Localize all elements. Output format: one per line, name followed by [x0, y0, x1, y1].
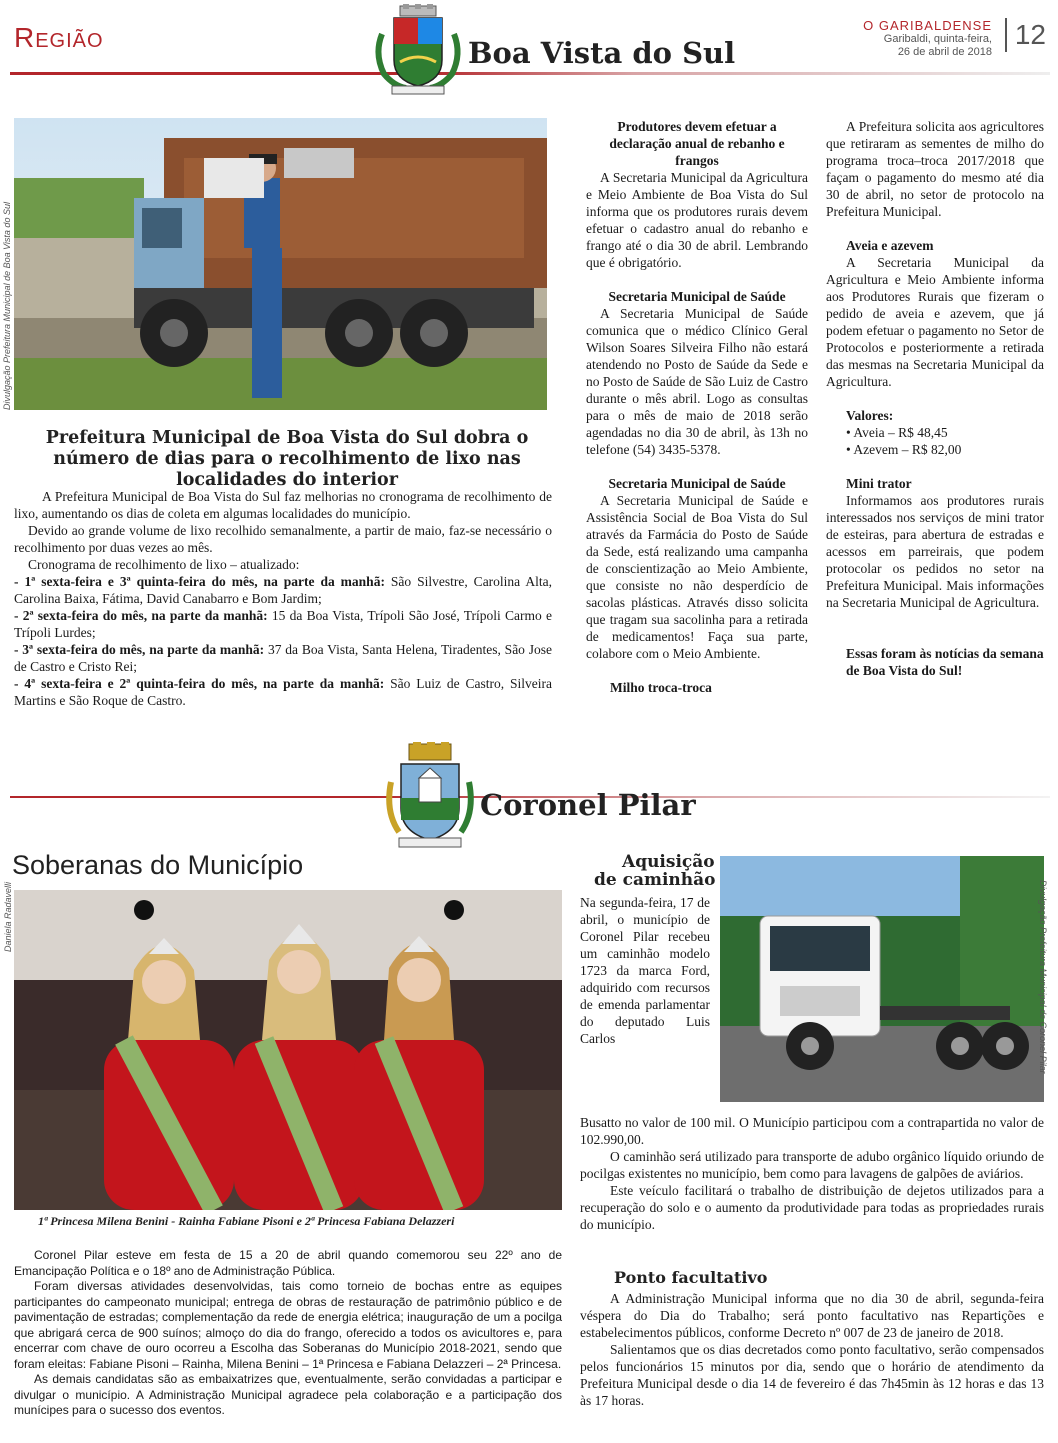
- paper-date-line2: 26 de abril de 2018: [897, 46, 992, 58]
- truck-photo-credit: Divulgação Prefeitura Municipal de Coronel Pilar: [1038, 880, 1048, 1074]
- truck-paragraph-2: O caminhão será utilizado para transporte de adubo orgânico líquido oriundo de pocilgas existentes no município, bem como para lavagens de galpões de aviários.: [580, 1149, 1044, 1181]
- paragraph-produtores: A Secretaria Municipal da Agricultura e Meio Ambiente de Boa Vista do Sul informa que os produtores rurais devem efetuar o cadastro anual do rebanho e frango até o dia 30 de abril. Lembrando que é obrigatório.: [586, 170, 808, 270]
- page-number: 12: [1005, 18, 1046, 52]
- ponto-text: [580, 1290, 1044, 1409]
- schedule-item: - 1ª sexta-feira e 3ª quinta-feira do mês, na parte da manhã: São Silvestre, Carolina Alta, Carolina Baixa, Fátima, David Canabarro e Bom Jardim;: [14, 574, 553, 606]
- ponto-paragraph-2: Salientamos que os dias decretados como ponto facultativo, serão compensados pelos funcionários 15 minutos por dia, sendo que o horário de atendimento da Prefeitura Municipal desde o dia 14 de fevereiro é das 7h45min às 12 horas e das 13 às 17 horas.: [580, 1342, 1044, 1408]
- truck-wide-text: [580, 1114, 1044, 1233]
- truck-heading-line2: de caminhão: [594, 870, 716, 890]
- subhead-valores: Valores:: [846, 408, 894, 423]
- lead-paragraph-3: Cronograma de recolhimento de lixo – atualizado:: [28, 557, 300, 572]
- header-rule: [10, 72, 1050, 75]
- schedule-item: - 3ª sexta-feira do mês, na parte da manhã: 37 da Boa Vista, Santa Helena, Tiradentes, São Jose de Castro e Cristo Rei;: [14, 642, 552, 674]
- subhead-mini-trator: Mini trator: [846, 476, 912, 491]
- lead-paragraph-2: Devido ao grande volume de lixo recolhido semanalmente, a partir de maio, faz-se necessário o recolhimento por duas vezes ao mês.: [14, 523, 552, 555]
- paragraph-mini-trator: Informamos aos produtores rurais interessados nos serviços de mini trator de esteiras, para abertura de estradas e acessos em parreirais, que podem protocolar os pedidos no setor na Prefeitura Municipal. Mais informações na Secretaria Municipal de Agricultura.: [826, 493, 1044, 610]
- value-aveia: • Aveia – R$ 48,45: [846, 425, 948, 440]
- schedule-item: - 2ª sexta-feira do mês, na parte da manhã: 15 da Boa Vista, Trípoli São José, Trípoli Carmo e Trípoli Lurdes;: [14, 608, 552, 640]
- subhead-aveia: Aveia e azevem: [846, 238, 934, 253]
- truck-paragraph-3: Este veículo facilitará o trabalho de distribuição de dejetos utilizados para a recuperação do solo e o aumento da produtividade para todas as propriedades rurais do município.: [580, 1183, 1044, 1232]
- town-name-coronel-pilar: Coronel Pilar: [480, 788, 696, 822]
- boa-vista-column-3: [826, 118, 1044, 679]
- soberanas-photo-credit: Daniela Radavelli: [3, 881, 13, 952]
- paragraph-aveia: A Secretaria Municipal da Agricultura e Meio Ambiente informa aos Produtores Rurais que fizeram o pedido de aveia e azevem, que já podem efetuar o pagamento no Setor de Protocolos e posteriormente a retirada das mesmas na Secretaria Municipal da Agricultura.: [826, 255, 1044, 389]
- boa-vista-crest-icon: [370, 4, 466, 96]
- boa-vista-main-text: [14, 488, 552, 709]
- garbage-truck-photo: [14, 118, 547, 410]
- town-name-boa-vista: Boa Vista do Sul: [468, 36, 736, 70]
- paper-name: O GARIBALDENSE: [863, 18, 992, 33]
- boa-vista-headline: Prefeitura Municipal de Boa Vista do Sul dobra o número de dias para o recolhimento de lixo nas localidades do interior: [45, 428, 529, 490]
- paper-info: [863, 18, 992, 59]
- paragraph-saude-2: A Secretaria Municipal de Saúde e Assistência Social de Boa Vista do Sul através da Farmácia do Posto de Saúde da Sede, está realizando uma campanha de conscientização ao Meio Ambiente, que consiste no não desperdício de sacolas plásticas. Através disso solicita que tragam sua sacolinha para a retirada de medicamentos! Faça sua parte, colabore com o Meio Ambiente.: [586, 493, 808, 661]
- coronel-paragraph-2: Foram diversas atividades desenvolvidas, tais como torneio de bochas entre as equipes participantes do campeonato municipal; entrega de obras de restauração de patrimônio público e de pavimentação de estradas; complementação da rede de energia elétrica; inauguração de um a pocilga que abrigará cerca de 900 suínos; almoço do dia do frango, oferecido a todos os avicultores e, para encerrar com chave de ouro ocorreu a Escolha das Soberanas do Município 2018-2021, sendo que foram eleitas: Fabiane Pisoni – Rainha, Milena Benini – 1ª Princesa e Fabiana Delazzeri – 2ª Princesa.: [14, 1279, 562, 1371]
- paragraph-saude-1: A Secretaria Municipal de Saúde comunica que o médico Clínico Geral Wilson Soares Silveira Filho não estará atendendo no Posto de Saúde da Sede e no Posto de Saúde de São Luiz de Castro durante o mês abril. Logo as consultas para o mês de maio de 2018 serão agendadas no dia 30 de abril, às 13h no telefone (54) 3435-5378.: [586, 306, 808, 457]
- section-title: Região: [14, 22, 104, 53]
- ponto-heading: Ponto facultativo: [614, 1268, 768, 1287]
- coronel-main-text: [14, 1248, 562, 1419]
- schedule-item: - 4ª sexta-feira e 2ª quinta-feira do mês, na parte da manhã: São Luiz de Castro, Silveira Martins e São Roque de Castro.: [14, 676, 553, 708]
- soberanas-title: Soberanas do Município: [12, 850, 304, 880]
- coronel-paragraph-1: Coronel Pilar esteve em festa de 15 a 20 de abril quando comemorou seu 22º ano de Emancipação Política e o 18º ano de Administração Pública.: [14, 1248, 562, 1278]
- subhead-saude-2: Secretaria Municipal de Saúde: [608, 476, 786, 491]
- subhead-produtores: Produtores devem efetuar a declaração anual de rebanho e frangos: [609, 119, 785, 168]
- lead-paragraph-1: A Prefeitura Municipal de Boa Vista do Sul faz melhorias no cronograma de recolhimento de lixo, aumentando os dias de coleta em algumas localidades do município.: [14, 489, 552, 521]
- coronel-pilar-crest-icon: [383, 742, 478, 850]
- truck-paragraph-1: Busatto no valor de 100 mil. O Município participou com a contrapartida no valor de 102.990,00.: [580, 1115, 1044, 1147]
- coronel-paragraph-3: As demais candidatas são as embaixatrizes que, eventualmente, serão convidadas a participar e divulgar o município. A Administração Municipal agradece pela colaboração e a participação dos munícipes para o sucesso dos eventos.: [14, 1372, 562, 1417]
- subhead-saude-1: Secretaria Municipal de Saúde: [608, 289, 786, 304]
- truck-heading-line1: Aquisição: [622, 852, 715, 872]
- truck-photo: [720, 856, 1044, 1102]
- paragraph-milho: A Prefeitura solicita aos agricultores que retiraram as sementes de milho do programa troca–troca 2017/2018 que façam o pagamento do mesmo até dia 30 de abril, no setor de protocolo na Prefeitura Municipal.: [826, 119, 1044, 219]
- ponto-paragraph-1: A Administração Municipal informa que no dia 30 de abril, segunda-feira véspera do Dia do Trabalho; será ponto facultativo nas Repartições e estabelecimentos públicos, conforme Decreto nº 007 de 23 de janeiro de 2018.: [580, 1291, 1044, 1340]
- soberanas-photo: [14, 890, 562, 1210]
- value-azevem: • Azevem – R$ 82,00: [846, 442, 962, 457]
- paper-date-line1: Garibaldi, quinta-feira,: [883, 33, 992, 45]
- soberanas-caption: 1ª Princesa Milena Benini - Rainha Fabiane Pisoni e 2ª Princesa Fabiana Delazzeri: [38, 1214, 455, 1228]
- subhead-milho: Milho troca-troca: [610, 680, 712, 695]
- closing-note: Essas foram às notícias da semana de Boa Vista do Sul!: [846, 646, 1044, 678]
- boa-vista-photo-credit: Divulgação Prefeitura Municipal de Boa Vista do Sul: [2, 202, 12, 410]
- truck-narrow-text: Na segunda-feira, 17 de abril, o município de Coronel Pilar recebeu um caminhão modelo 1723 da marca Ford, adquirido com recursos de emenda parlamentar do deputado Luis Carlos: [580, 895, 710, 1046]
- boa-vista-column-2: [586, 118, 808, 696]
